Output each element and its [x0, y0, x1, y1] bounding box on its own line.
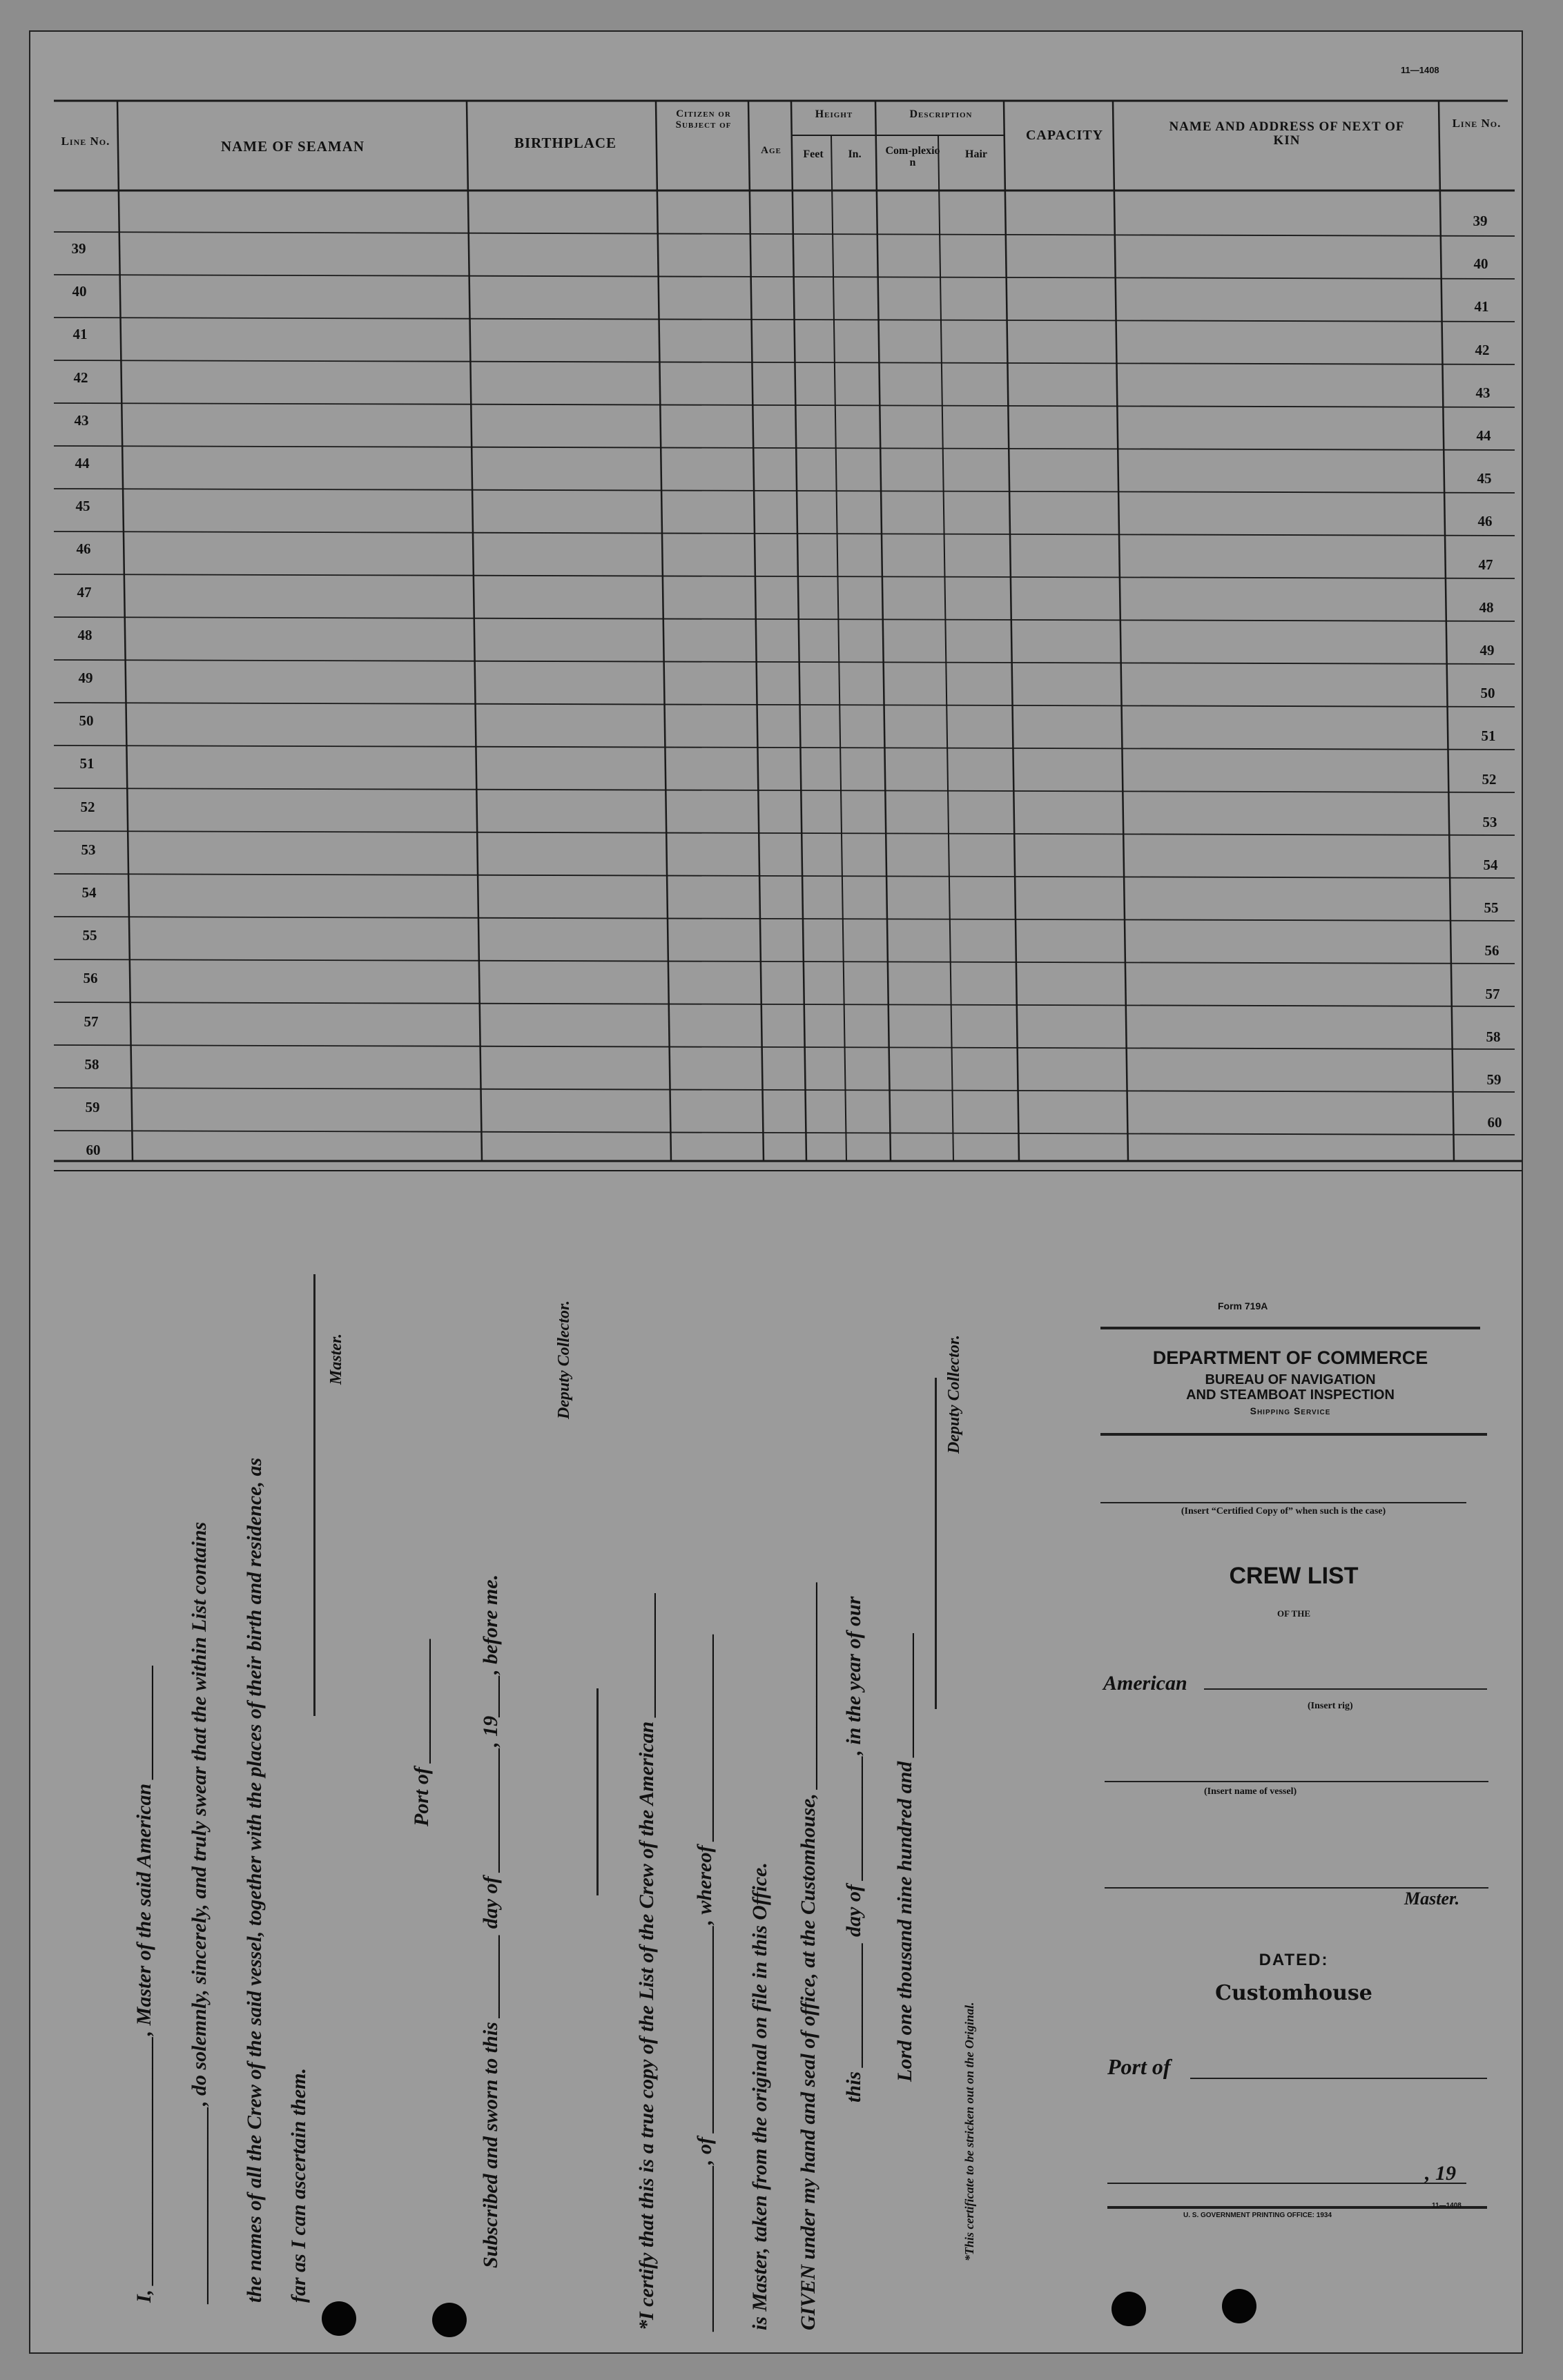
line-number-right: 46 — [1477, 513, 1493, 530]
line-number-right: 57 — [1485, 985, 1500, 1002]
cert-line-1: *I certify that this is a true copy of the List of the Crew of the American ____________ — [635, 1592, 658, 2330]
cover-american: American — [1103, 1672, 1187, 1695]
cover-insert-name: (Insert name of vessel) — [1204, 1786, 1297, 1797]
top-form-number: 11—1408 — [1401, 65, 1439, 75]
oath-port-of: Port of ____________ — [410, 1637, 433, 1826]
line-number-left: 44 — [75, 455, 90, 471]
header-next-of-kin: NAME AND ADDRESS OF NEXT OF KIN — [1169, 119, 1405, 148]
form-sheet — [29, 30, 1523, 2354]
cover-insert-rig: (Insert rig) — [1308, 1701, 1353, 1711]
cert-line-4: GIVEN under my hand and seal of office, at the Customhouse, ____________________ — [797, 1581, 819, 2330]
line-number-left: 50 — [79, 712, 94, 730]
vessel-name-line — [1105, 1781, 1488, 1782]
line-number-right: 39 — [1473, 213, 1488, 229]
cert-line-3: is Master, taken from the original on file in this Office. — [748, 1862, 771, 2330]
line-number-left: 57 — [84, 1013, 99, 1030]
punch-hole — [1111, 2292, 1146, 2326]
cert-footnote: *This certificate to be stricken out on the Original. — [962, 2002, 976, 2261]
header-citizen: Citizen or Subject of — [675, 108, 732, 130]
line-number-left: 56 — [83, 970, 98, 987]
port-line — [1190, 2078, 1487, 2079]
line-number-right: 45 — [1477, 470, 1492, 487]
line-number-right: 60 — [1487, 1114, 1502, 1131]
line-number-right: 53 — [1482, 813, 1497, 830]
cover-printer-number: 11—1408 — [1432, 2202, 1462, 2210]
cover-bureau: BUREAU OF NAVIGATION — [1205, 1372, 1376, 1387]
line-number-right: 42 — [1475, 341, 1490, 358]
cover-master: Master. — [1404, 1889, 1460, 1909]
deputy-signature-line-1 — [596, 1688, 599, 1895]
line-number-left: 41 — [72, 326, 88, 343]
date-line — [1107, 2183, 1466, 2184]
oath-line-2: ___________________, do solemnly, sincerely, and truly swear that the within List contains — [188, 1521, 211, 2303]
punch-hole — [1222, 2289, 1256, 2323]
line-number-right: 44 — [1476, 427, 1491, 444]
cert-line-2: ________________, of ____________________, whereof ____________________ — [693, 1633, 716, 2330]
cover-bureau-2: AND STEAMBOAT INSPECTION — [1186, 1387, 1395, 1403]
header-inches: In. — [848, 148, 862, 160]
line-number-right: 55 — [1484, 899, 1499, 917]
cover-port-of: Port of — [1107, 2054, 1171, 2079]
line-number-right: 54 — [1483, 857, 1498, 873]
oath-deputy-collector: Deputy Collector. — [555, 1300, 573, 1419]
line-number-left: 46 — [76, 540, 91, 558]
line-number-left: 53 — [81, 841, 96, 858]
line-number-right: 52 — [1482, 770, 1497, 788]
cover-printer: U. S. GOVERNMENT PRINTING OFFICE: 1934 — [1183, 2212, 1332, 2219]
certified-copy-line — [1100, 1502, 1466, 1503]
punch-hole — [432, 2303, 467, 2337]
header-age: Age — [761, 145, 782, 156]
oath-line-3: the names of all the Crew of the said vessel, together with the places of their birth and residence, as — [243, 1457, 266, 2303]
line-number-left: 40 — [72, 283, 87, 300]
header-name-of-seaman: NAME OF SEAMAN — [220, 138, 365, 155]
oath-line-4: far as I can ascertain them. — [287, 2067, 310, 2303]
cover-certified-note: (Insert “Certified Copy of” when such is the case) — [1181, 1506, 1386, 1516]
line-number-right: 47 — [1478, 556, 1493, 573]
line-number-right: 59 — [1486, 1071, 1502, 1088]
line-number-right: 48 — [1479, 598, 1494, 616]
rig-line — [1204, 1688, 1487, 1690]
cover-top-rule — [1100, 1327, 1480, 1329]
oath-master-label: Master. — [327, 1333, 345, 1385]
line-number-right: 40 — [1473, 255, 1488, 273]
master-signature-line — [313, 1274, 315, 1716]
line-number-left: 42 — [73, 369, 88, 386]
line-number-right: 58 — [1486, 1028, 1501, 1045]
cover-service: Shipping Service — [1250, 1405, 1331, 1416]
cover-title: CREW LIST — [1229, 1563, 1359, 1589]
header-feet: Feet — [803, 148, 824, 160]
cover-rule-2 — [1100, 1433, 1487, 1436]
oath-line-1: I, ________________________, Master of the said American ___________ — [133, 1664, 155, 2303]
crew-table-grid — [30, 32, 1522, 1198]
line-number-left: 55 — [82, 927, 97, 944]
oath-subscribed: Subscribed and sworn to this ________ day of ____________, 19____, before me. — [479, 1574, 502, 2268]
header-line-no-left: Line No. — [61, 135, 110, 148]
line-number-right: 41 — [1474, 298, 1489, 315]
line-number-left: 60 — [86, 1142, 101, 1159]
cover-dated: DATED: — [1259, 1951, 1329, 1969]
line-number-left: 49 — [78, 670, 93, 686]
line-number-left: 45 — [75, 498, 90, 515]
cover-form-number: Form 719A — [1218, 1300, 1268, 1311]
line-number-right: 50 — [1480, 685, 1495, 702]
cover-bottom-rule — [1107, 2206, 1487, 2209]
header-hair: Hair — [965, 148, 987, 160]
header-height: Height — [815, 108, 853, 120]
line-number-left: 58 — [84, 1055, 99, 1073]
cert-line-5: this ____________ day of ____________, in the year of our — [842, 1596, 865, 2103]
line-number-left: 51 — [79, 755, 95, 772]
cover-of-the: OF THE — [1276, 1608, 1311, 1619]
header-birthplace: BIRTHPLACE — [514, 135, 617, 151]
line-number-right: 43 — [1475, 384, 1491, 401]
punch-hole — [322, 2301, 356, 2336]
line-number-left: 39 — [71, 240, 86, 257]
cover-year: , 19 — [1425, 2162, 1456, 2185]
cover-department: DEPARTMENT OF COMMERCE — [1152, 1347, 1428, 1368]
cover-customhouse: Customhouse — [1215, 1981, 1372, 2005]
header-description: Description — [909, 108, 973, 120]
line-number-right: 49 — [1479, 642, 1495, 659]
line-number-right: 51 — [1481, 728, 1496, 745]
header-capacity: CAPACITY — [1025, 128, 1104, 143]
line-number-right: 56 — [1484, 942, 1499, 959]
cert-deputy-collector: Deputy Collector. — [945, 1335, 963, 1454]
header-line-no-right: Line No. — [1452, 117, 1502, 130]
line-number-left: 43 — [74, 411, 89, 429]
line-number-left: 52 — [80, 798, 95, 815]
line-number-left: 59 — [85, 1099, 100, 1115]
line-number-left: 47 — [77, 583, 92, 601]
cert-line-6: Lord one thousand nine hundred and ____________ — [893, 1632, 916, 2082]
deputy-signature-line-2 — [935, 1378, 937, 1709]
line-number-left: 48 — [77, 626, 93, 643]
header-complexion: Com-plexion — [885, 145, 940, 168]
line-number-left: 54 — [81, 884, 97, 901]
